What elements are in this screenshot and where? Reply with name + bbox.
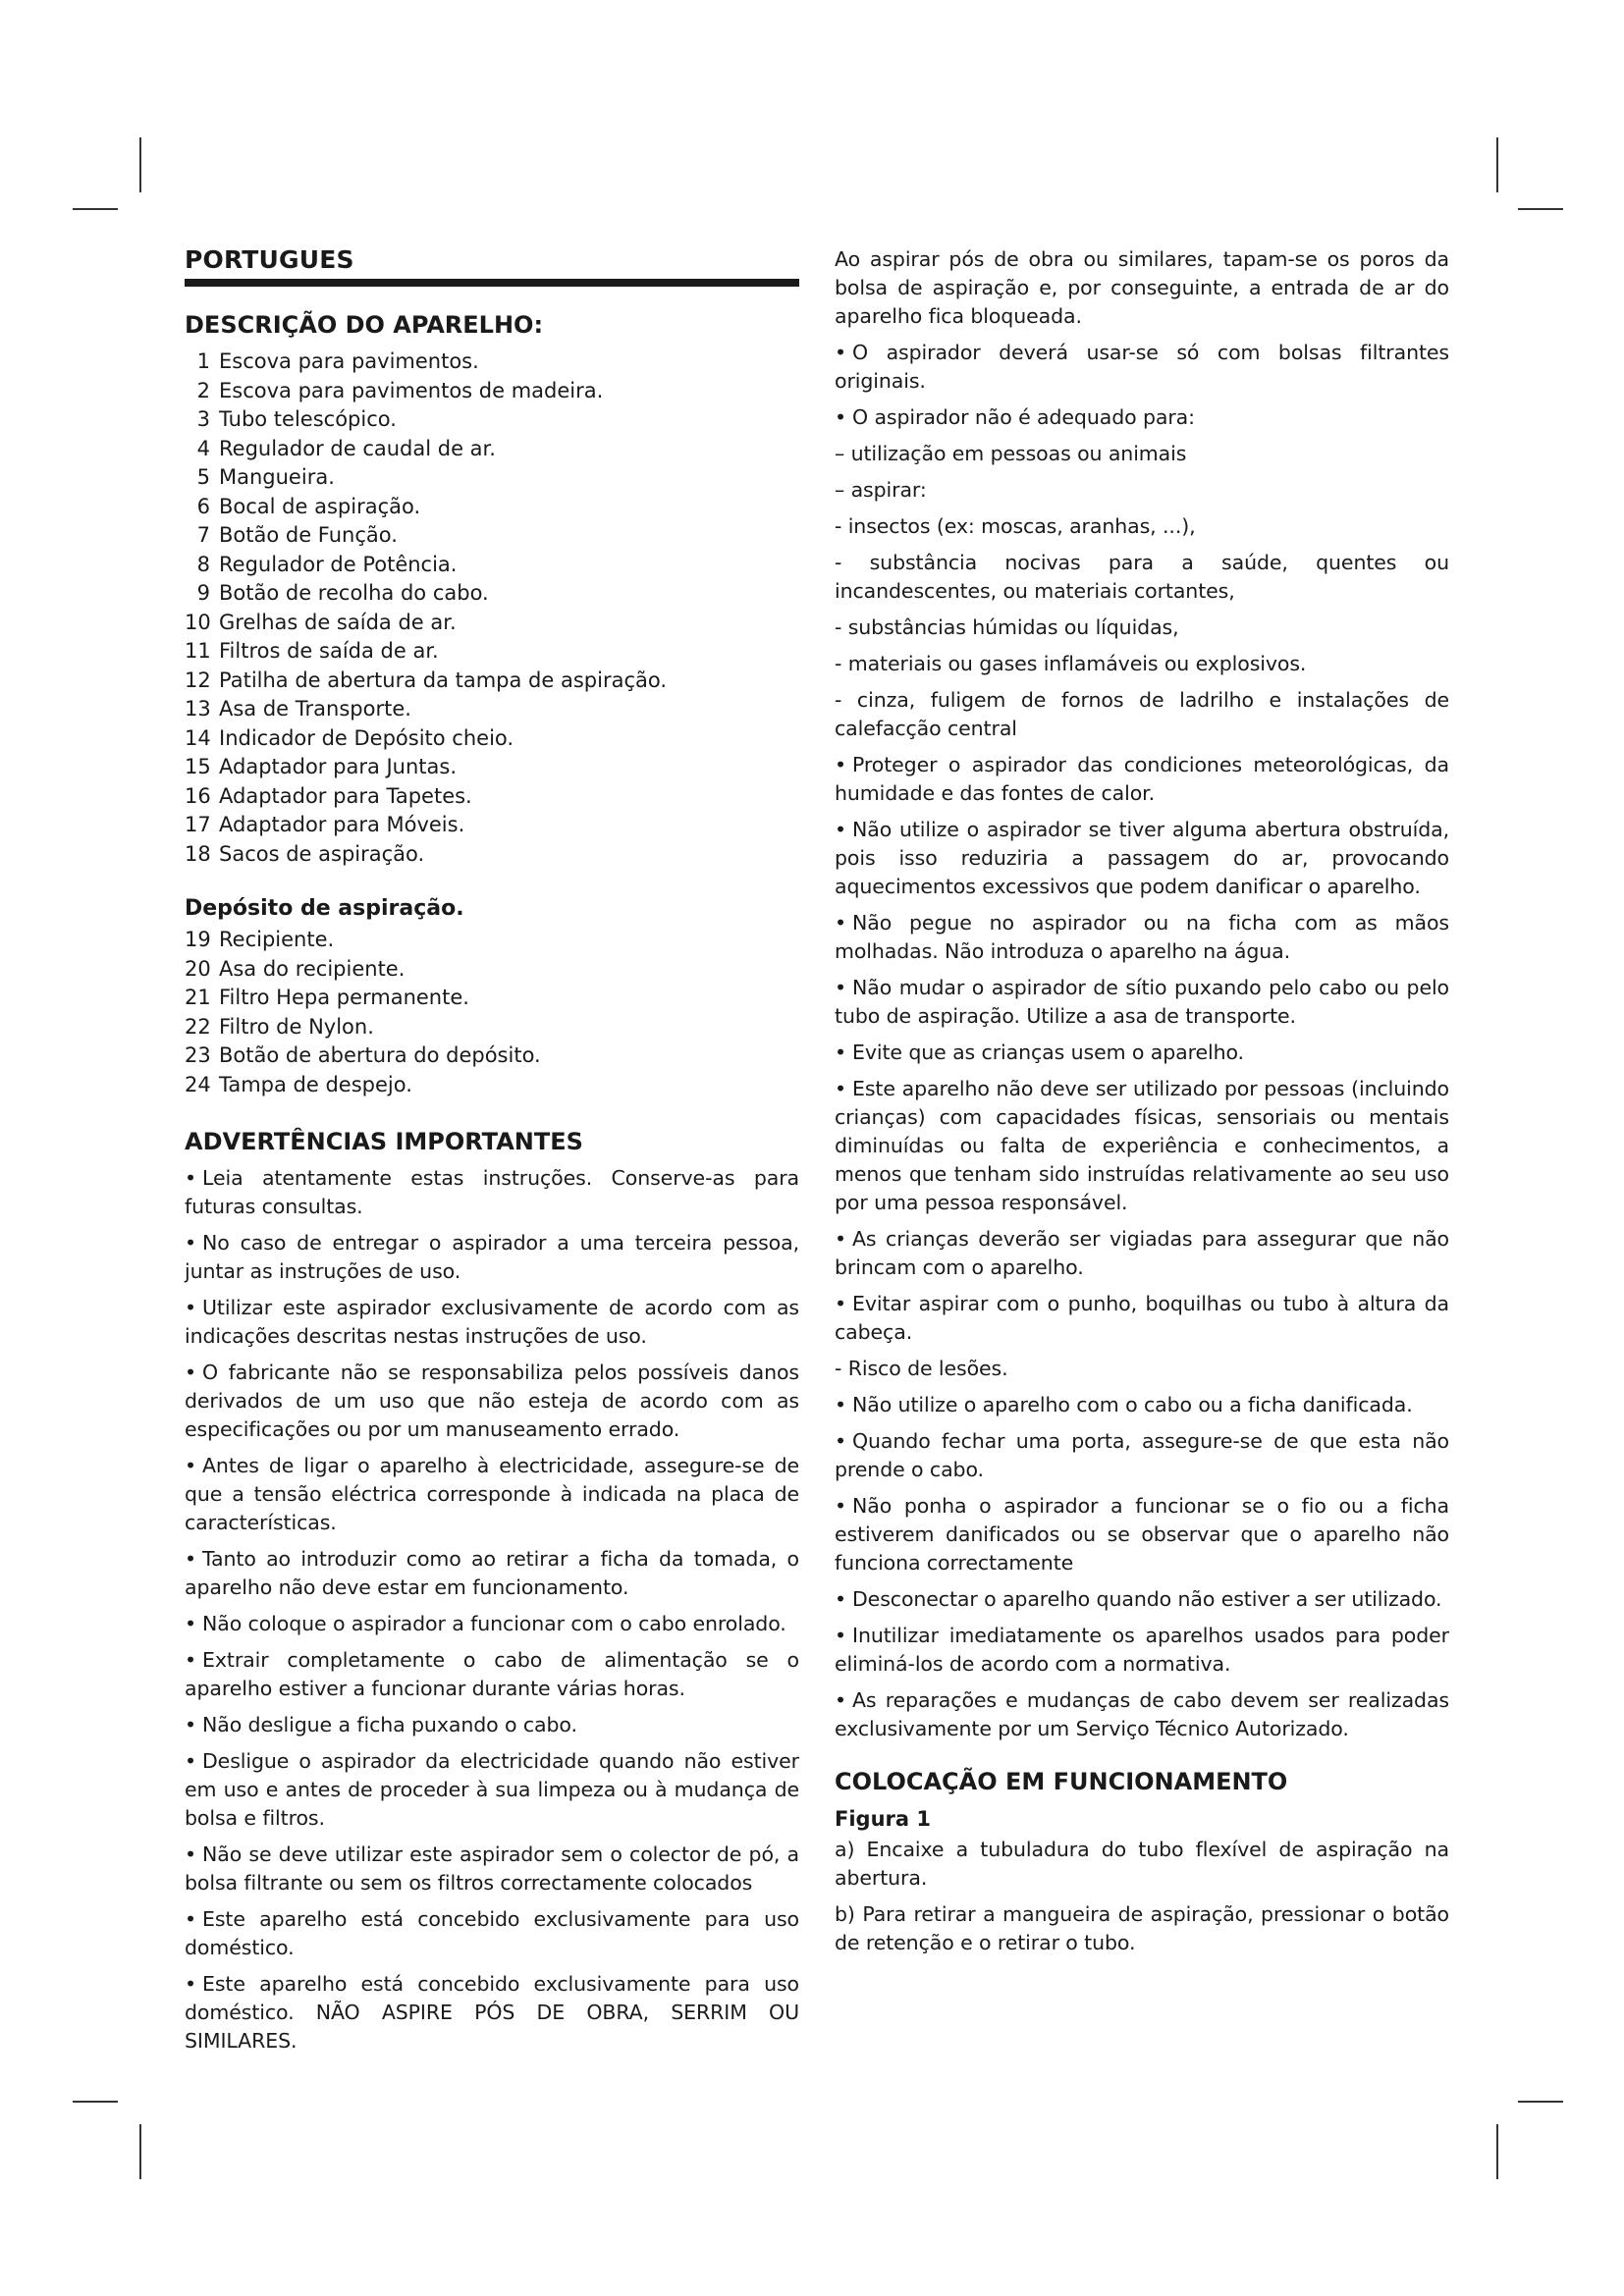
bullet-icon: • [185, 1231, 196, 1255]
figure-label: Figura 1 [835, 1807, 931, 1831]
bullet-icon: • [185, 1547, 196, 1571]
warning-item: • O fabricante não se responsabiliza pelos possíveis danos derivados de um uso que não esteja de acordo com as especificações ou por um manuseamento errado. [185, 1361, 799, 1441]
bullet-icon: • [835, 1393, 846, 1416]
warning-item: • Proteger o aspirador das condiciones meteorológicas, da humidade e das fontes de calor. [835, 753, 1449, 805]
bullet-icon: • [185, 1648, 196, 1672]
warning-item: • Desligue o aspirador da electricidade quando não estiver em uso e antes de proceder à sua limpeza ou à mudança de bolsa e filtros. [185, 1749, 799, 1830]
list-item: 1 Escova para pavimentos. [196, 349, 479, 373]
warning-item: • Não ponha o aspirador a funcionar se o fio ou a ficha estiverem danificados ou se observar que o aparelho não funciona correctamente [835, 1494, 1449, 1575]
bullet-icon: • [835, 818, 846, 841]
bullet-icon: • [185, 1361, 196, 1384]
warning-paragraph: Ao aspirar pós de obra ou similares, tapam-se os poros da bolsa de aspiração e, por conseguinte, a entrada de ar do aparelho fica bloqueada. [835, 247, 1449, 328]
warning-subitem: - materiais ou gases inflamáveis ou explosivos. [835, 652, 1307, 675]
list-item: 21 Filtro Hepa permanente. [185, 986, 469, 1009]
warning-item: • Não pegue no aspirador ou na ficha com as mãos molhadas. Não introduza o aparelho na água. [835, 911, 1449, 963]
operation-title: COLOCAÇÃO EM FUNCIONAMENTO [835, 1768, 1288, 1795]
warning-subitem: - cinza, fuligem de fornos de ladrilho e instalações de calefacção central [835, 688, 1449, 740]
warning-subitem: - insectos (ex: moscas, aranhas, ...), [835, 514, 1196, 538]
warning-item: • Não mudar o aspirador de sítio puxando pelo cabo ou pelo tubo de aspiração. Utilize a asa de transporte. [835, 976, 1449, 1028]
crop-mark [1518, 208, 1563, 210]
bullet-icon: • [835, 341, 846, 364]
list-item: 16 Adaptador para Tapetes. [185, 783, 472, 808]
bullet-icon: • [835, 1688, 846, 1712]
step-b: b) Para retirar a mangueira de aspiração, pressionar o botão de retenção e o retirar o tubo. [835, 1902, 1449, 1954]
crop-mark [139, 2124, 141, 2179]
warning-item: • Não se deve utilizar este aspirador sem o colector de pó, a bolsa filtrante ou sem os filtros correctamente colocados [185, 1842, 799, 1895]
warning-item: • Extrair completamente o cabo de alimentação se o aparelho estiver a funcionar durante várias horas. [185, 1648, 799, 1700]
warning-item: • Quando fechar uma porta, assegure-se de que esta não prende o cabo. [835, 1429, 1449, 1481]
warning-item: • Não coloque o aspirador a funcionar com o cabo enrolado. [185, 1612, 786, 1635]
warning-subitem: - substância nocivas para a saúde, quentes ou incandescentes, ou materiais cortantes, [835, 551, 1449, 603]
bullet-icon: • [185, 1907, 196, 1931]
list-item: 12 Patilha de abertura da tampa de aspiração. [185, 667, 668, 692]
bullet-icon: • [835, 753, 846, 776]
warning-item: • Não utilize o aparelho com o cabo ou a ficha danificada. [835, 1393, 1413, 1416]
list-item: 15 Adaptador para Juntas. [185, 755, 458, 778]
crop-mark [1496, 2124, 1498, 2179]
description-title: DESCRIÇÃO DO APARELHO: [185, 311, 544, 339]
list-item: 9 Botão de recolha do cabo. [196, 581, 489, 605]
warning-item: • Evitar aspirar com o punho, boquilhas ou tubo à altura da cabeça. [835, 1292, 1449, 1344]
bullet-icon: • [185, 1749, 196, 1773]
warning-item: • As crianças deverão ser vigiadas para assegurar que não brincam com o aparelho. [835, 1227, 1449, 1279]
bullet-icon: • [835, 1041, 846, 1064]
list-item: 5 Mangueira. [196, 465, 335, 489]
list-item: 4 Regulador de caudal de ar. [196, 436, 496, 460]
list-item: 23 Botão de abertura do depósito. [185, 1043, 541, 1067]
list-item: 22 Filtro de Nylon. [185, 1014, 374, 1039]
warning-item: • Inutilizar imediatamente os aparelhos usados para poder eliminá-los de acordo com a normativa. [835, 1624, 1449, 1676]
list-item: 10 Grelhas de saída de ar. [185, 610, 457, 634]
crop-mark [1496, 137, 1498, 192]
warning-subitem: – aspirar: [835, 478, 927, 502]
list-item: 7 Botão de Função. [196, 523, 398, 547]
list-item: 17 Adaptador para Móveis. [185, 813, 465, 836]
list-item: 14 Indicador de Depósito cheio. [185, 725, 514, 750]
list-item: 11 Filtros de saída de ar. [185, 639, 439, 663]
bullet-icon: • [185, 1972, 196, 1996]
bullet-icon: • [185, 1713, 196, 1736]
list-item: 13 Asa de Transporte. [185, 697, 411, 721]
bullet-icon: • [185, 1296, 196, 1319]
bullet-icon: • [185, 1454, 196, 1477]
warning-item: • Desconectar o aparelho quando não estiver a ser utilizado. [835, 1587, 1442, 1611]
warnings-title: ADVERTÊNCIAS IMPORTANTES [185, 1128, 583, 1155]
bullet-icon: • [185, 1166, 196, 1190]
list-item: 19 Recipiente. [185, 928, 335, 951]
crop-mark [139, 137, 141, 192]
bullet-icon: • [835, 1429, 846, 1453]
warning-item: • Este aparelho está concebido exclusivamente para uso doméstico. [185, 1907, 799, 1959]
deposit-title: Depósito de aspiração. [185, 896, 464, 921]
left-column [185, 245, 799, 2063]
step-a: a) Encaixe a tubuladura do tubo flexível de aspiração na abertura. [835, 1838, 1449, 1890]
bullet-icon: • [835, 1292, 846, 1315]
warning-subitem: - substâncias húmidas ou líquidas, [835, 615, 1179, 639]
bullet-icon: • [835, 976, 846, 999]
warning-item: • Leia atentamente estas instruções. Conserve-as para futuras consultas. [185, 1166, 799, 1218]
bullet-icon: • [835, 1494, 846, 1518]
warning-subitem: - Risco de lesões. [835, 1357, 1008, 1380]
crop-mark [73, 2101, 118, 2103]
bullet-icon: • [835, 911, 846, 934]
warning-item: • Este aparelho não deve ser utilizado por pessoas (incluindo crianças) com capacidades físicas, sensoriais ou mentais diminuídas ou falta de experiência e conhecimentos, a menos que tenham sido instruídas relativamente ao seu uso por uma pessoa responsável. [835, 1077, 1449, 1214]
list-item: 24 Tampa de despejo. [185, 1072, 412, 1096]
parts-list [185, 347, 799, 869]
warning-item: • Este aparelho está concebido exclusivamente para uso doméstico. NÃO ASPIRE PÓS DE OBRA, SERRIM OU SIMILARES. [185, 1972, 799, 2053]
warning-item: • Tanto ao introduzir como ao retirar a ficha da tomada, o aparelho não deve estar em funcionamento. [185, 1547, 799, 1599]
list-item: 3 Tubo telescópico. [196, 407, 397, 431]
bullet-icon: • [835, 1077, 846, 1100]
warning-item: • O aspirador deverá usar-se só com bolsas filtrantes originais. [835, 341, 1449, 393]
list-item: 2 Escova para pavimentos de madeira. [196, 378, 604, 402]
warning-item: • No caso de entregar o aspirador a uma terceira pessoa, juntar as instruções de uso. [185, 1231, 799, 1283]
bullet-icon: • [185, 1612, 196, 1635]
deposit-list [185, 926, 799, 1099]
language-heading: PORTUGUES [185, 245, 799, 287]
warning-item: • Não utilize o aspirador se tiver alguma abertura obstruída, pois isso reduziria a passagem do ar, provocando aquecimentos excessivos que podem danificar o aparelho. [835, 818, 1449, 898]
bullet-icon: • [835, 1227, 846, 1251]
list-item: 8 Regulador de Potência. [196, 552, 458, 576]
list-item: 20 Asa do recipiente. [185, 956, 406, 981]
crop-mark [1518, 2101, 1563, 2103]
warning-item: • Não desligue a ficha puxando o cabo. [185, 1713, 577, 1736]
warning-item: • As reparações e mudanças de cabo devem ser realizadas exclusivamente por um Serviço Técnico Autorizado. [835, 1688, 1449, 1740]
warning-item: • Utilizar este aspirador exclusivamente de acordo com as indicações descritas nestas instruções de uso. [185, 1296, 799, 1348]
bullet-icon: • [835, 405, 846, 429]
bullet-icon: • [835, 1587, 846, 1611]
list-item: 6 Bocal de aspiração. [196, 494, 421, 518]
bullet-icon: • [835, 1624, 846, 1647]
list-item: 18 Sacos de aspiração. [185, 841, 425, 866]
warning-item: • Antes de ligar o aparelho à electricidade, assegure-se de que a tensão eléctrica corresponde à indicada na placa de características. [185, 1454, 799, 1534]
warning-subitem: – utilização em pessoas ou animais [835, 442, 1187, 465]
warning-item: • O aspirador não é adequado para: [835, 405, 1195, 429]
right-column [835, 245, 1449, 1965]
warning-item: • Evite que as crianças usem o aparelho. [835, 1041, 1244, 1064]
bullet-icon: • [185, 1842, 196, 1866]
crop-mark [73, 208, 118, 210]
